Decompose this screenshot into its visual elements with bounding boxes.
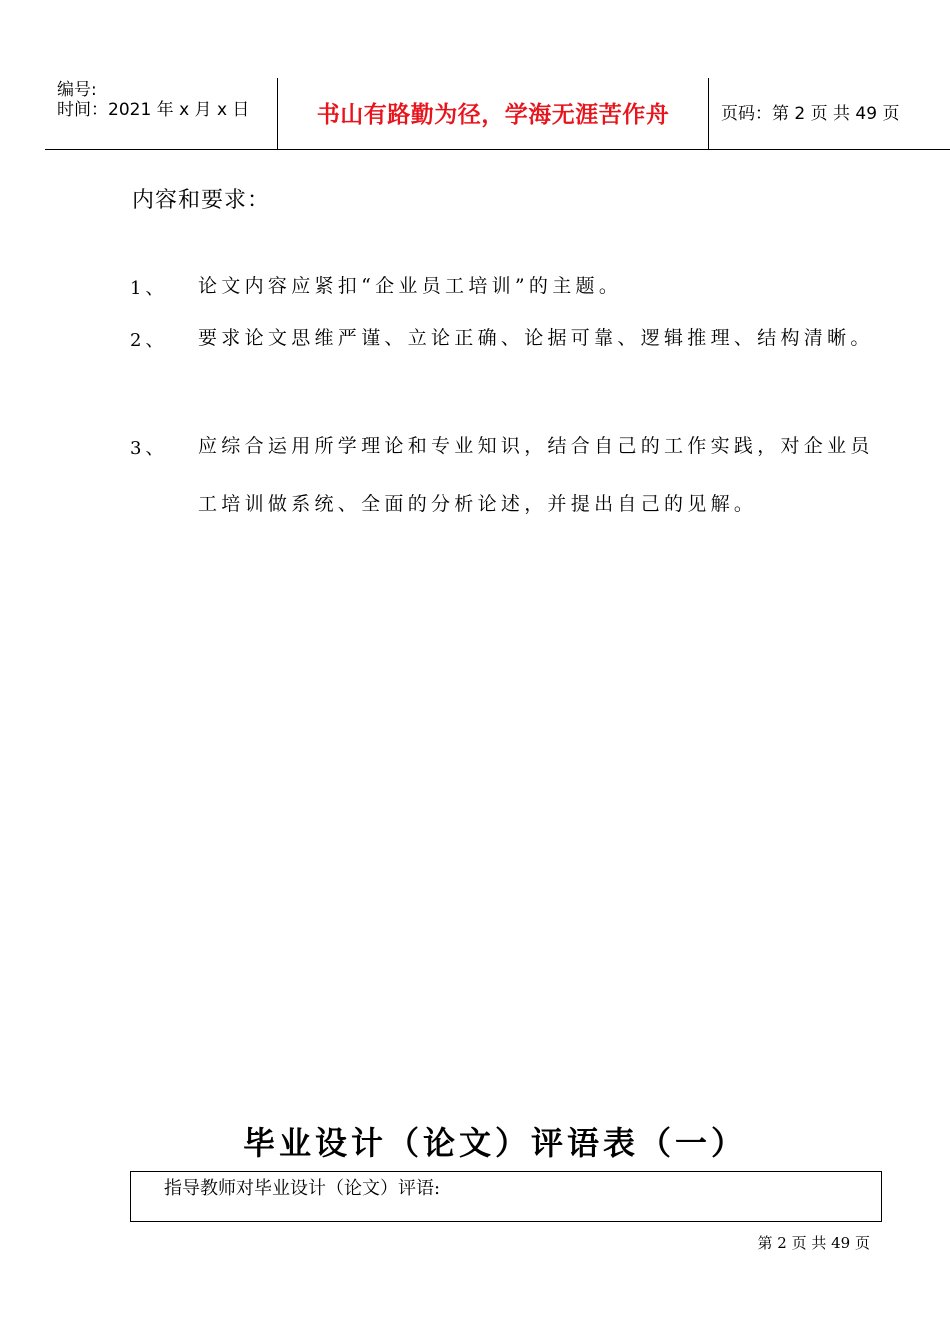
header-page-cell <box>709 78 950 149</box>
header-page-number: 页码：第 2 页 共 49 页 <box>721 104 900 124</box>
requirement-3-number: 3、 <box>130 438 168 459</box>
requirement-2-number: 2、 <box>130 330 168 351</box>
advisor-comment-label: 指导教师对毕业设计（论文）评语: <box>164 1178 441 1199</box>
document-time-label: 时间：2021 年 x 月 x 日 <box>57 100 250 120</box>
content-heading: 内容和要求： <box>132 188 271 213</box>
page-footer: 第 2 页 共 49 页 <box>757 1234 870 1252</box>
requirement-2-text: 要求论文思维严谨、立论正确、论据可靠、逻辑推理、结构清晰。 <box>198 327 874 349</box>
requirement-3-text: 应综合运用所学理论和专业知识，结合自己的工作实践，对企业员工培训做系统、全面的分析论述，并提出自己的见解。 <box>198 435 874 515</box>
header-info-cell <box>45 78 278 149</box>
page-header <box>45 78 950 150</box>
document-number-label: 编号: <box>57 80 97 100</box>
requirement-1-number: 1、 <box>130 278 168 299</box>
header-motto: 书山有路勤为径，学海无涯苦作舟 <box>316 102 670 128</box>
header-motto-cell <box>278 78 709 149</box>
requirement-1-text: 论文内容应紧扣“企业员工培训”的主题。 <box>198 275 623 297</box>
advisor-comment-box <box>130 1171 882 1222</box>
evaluation-title: 毕业设计（论文）评语表（一） <box>242 1124 747 1162</box>
